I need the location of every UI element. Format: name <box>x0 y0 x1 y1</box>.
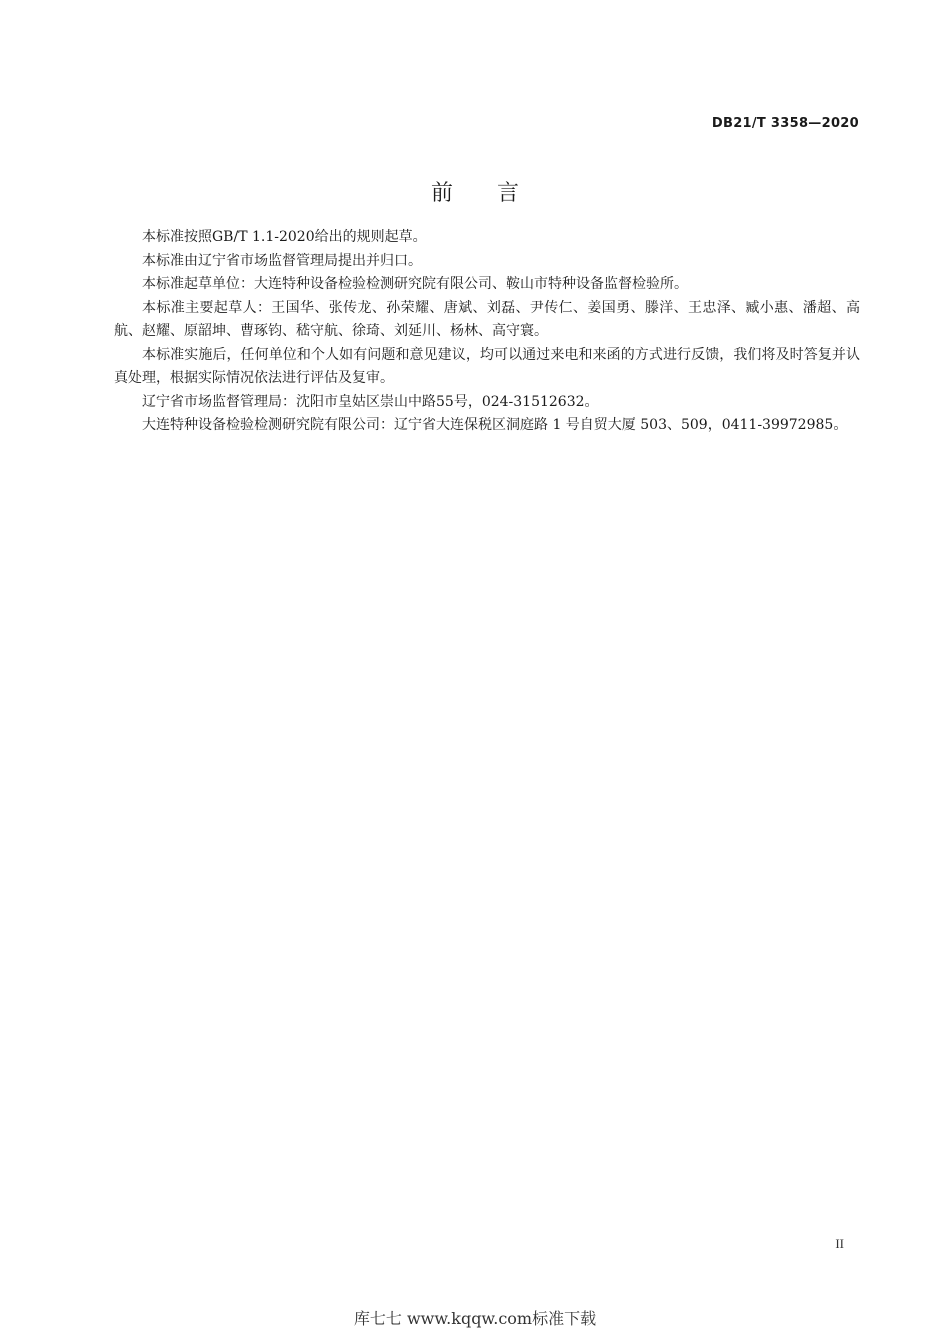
paragraph-drafters: 本标准主要起草人：王国华、张传龙、孙荣耀、唐斌、刘磊、尹传仁、姜国勇、滕洋、王忠泽、臧小惠、潘超、高航、赵耀、原韶坤、曹琢钧、嵇守航、徐琦、刘延川、杨林、高守寰。 <box>114 299 860 339</box>
paragraph-drafting-rules: 本标准按照GB/T 1.1-2020给出的规则起草。 <box>142 229 427 245</box>
document-code: DB21/T 3358—2020 <box>711 116 859 131</box>
paragraph-contact-institute: 大连特种设备检验检测研究院有限公司：辽宁省大连保税区洞庭路 1 号自贸大厦 503、509，0411-39972985。 <box>142 417 848 433</box>
page-title: 前言 <box>430 181 563 206</box>
paragraph-contact-bureau: 辽宁省市场监督管理局：沈阳市皇姑区崇山中路55号，024-31512632。 <box>142 393 599 410</box>
paragraph-feedback: 本标准实施后，任何单位和个人如有问题和意见建议，均可以通过来电和来函的方式进行反馈，我们将及时答复并认真处理，根据实际情况依法进行评估及复审。 <box>114 346 860 386</box>
page-number: II <box>835 1236 844 1251</box>
paragraph-drafting-units: 本标准起草单位：大连特种设备检验检测研究院有限公司、鞍山市特种设备监督检验所。 <box>142 276 688 292</box>
site-watermark: 库七七 www.kqqw.com标准下载 <box>353 1309 597 1328</box>
paragraph-proposer: 本标准由辽宁省市场监督管理局提出并归口。 <box>142 252 422 269</box>
foreword-body <box>114 226 860 438</box>
